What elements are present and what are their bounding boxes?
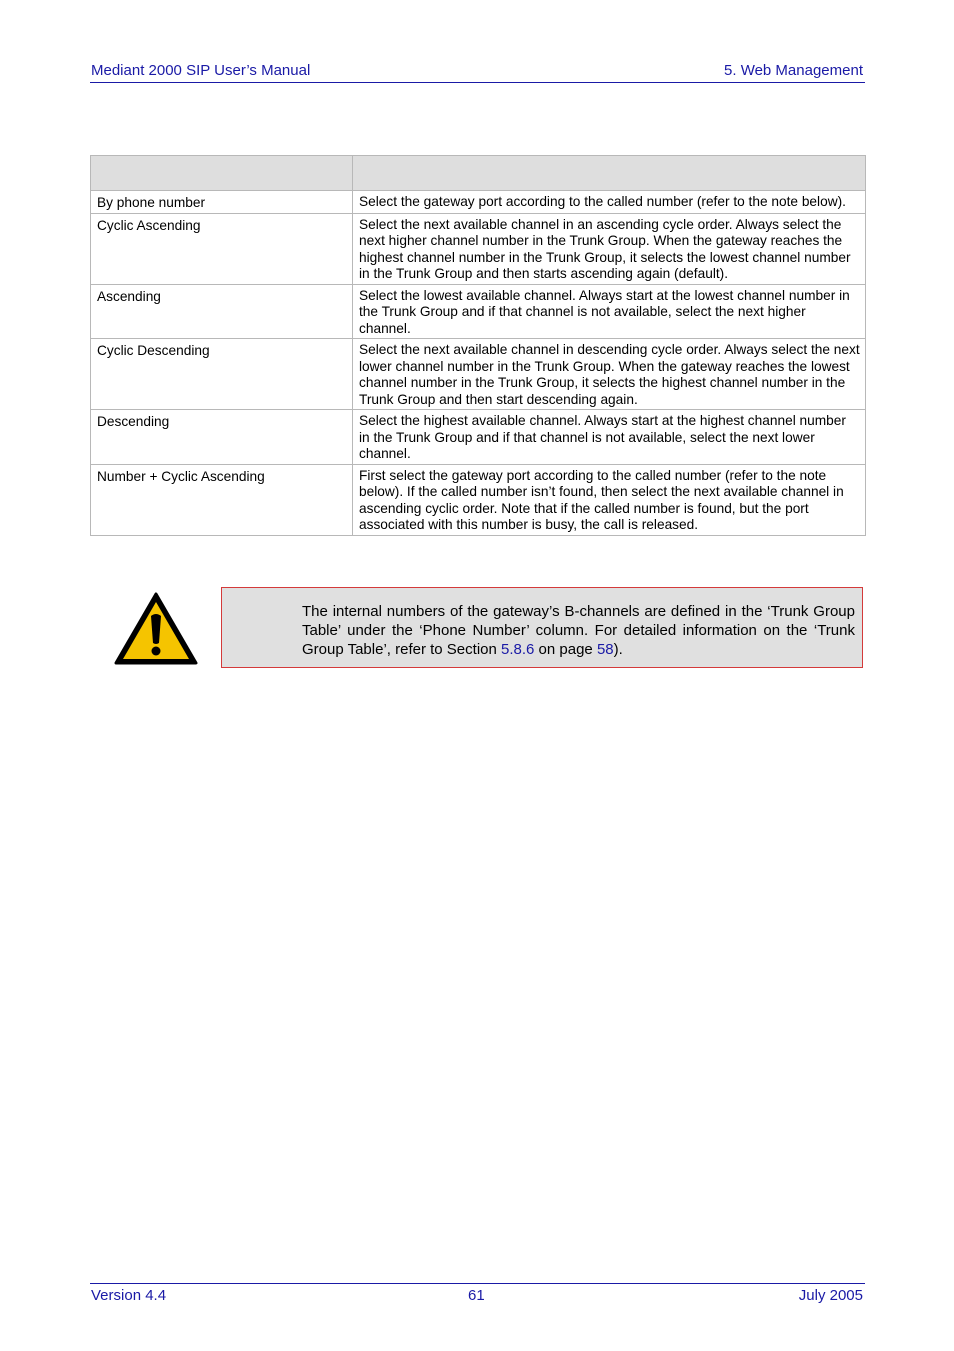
option-cell: Cyclic Ascending (91, 213, 353, 284)
table-header-cell (353, 156, 866, 191)
manual-title: Mediant 2000 SIP User’s Manual (91, 62, 311, 79)
release-date: July 2005 (798, 1287, 863, 1304)
description-cell: Select the highest available channel. Always start at the highest channel number in the Trunk Group and if that channel is not available, select the next lower channel. (353, 410, 866, 465)
section-link[interactable]: 5.8.6 (501, 641, 535, 658)
page-number: 61 (468, 1287, 485, 1304)
option-cell: Number + Cyclic Ascending (91, 464, 353, 535)
description-cell: Select the lowest available channel. Always start at the lowest channel number in the Trunk Group and if that channel is not available, select the next higher channel. (353, 284, 866, 339)
table-header-cell (91, 156, 353, 191)
option-cell: Descending (91, 410, 353, 465)
table-row (91, 410, 866, 465)
note-text-part: on page (534, 641, 597, 658)
chapter-title: 5. Web Management (724, 62, 863, 79)
description-cell: First select the gateway port according to the called number (refer to the note below). If the called number isn’t found, then select the next available channel in ascending cyclic order. Note that if the called number is found, but the port associated with this number is busy, the call is released. (353, 464, 866, 535)
description-cell: Select the next available channel in an ascending cycle order. Always select the next higher channel number in the Trunk Group. When the gateway reaches the highest channel number in the Trunk Group, it selects the lowest channel number in the Trunk Group and then starts ascending again (default). (353, 213, 866, 284)
note-text (302, 602, 855, 659)
table-header-row (91, 156, 866, 191)
table-row (91, 191, 866, 214)
page-footer (90, 1283, 865, 1306)
channel-select-mode-table (90, 155, 866, 536)
option-cell: Ascending (91, 284, 353, 339)
table-row (91, 213, 866, 284)
description-cell: Select the gateway port according to the called number (refer to the note below). (353, 191, 866, 214)
table-row (91, 339, 866, 410)
option-cell: By phone number (91, 191, 353, 214)
option-cell: Cyclic Descending (91, 339, 353, 410)
version-label: Version 4.4 (91, 1287, 167, 1304)
page-header (90, 61, 865, 83)
note-text-part: ). (613, 641, 623, 658)
description-cell: Select the next available channel in descending cycle order. Always select the next lower channel number in the Trunk Group. When the gateway reaches the lowest channel number in the Trunk Group, it selects the highest channel number in the Trunk Group and then start descending again. (353, 339, 866, 410)
table-row (91, 464, 866, 535)
warning-icon (113, 591, 199, 666)
note-box (221, 587, 863, 668)
page-link[interactable]: 58 (596, 641, 614, 658)
note-text-part: The internal numbers of the gateway’s B-channels are defined in the ‘Trunk Group Table’ under the ‘Phone Number’ column. For detailed information on the ‘Trunk Group Table’, refer to Section (302, 603, 855, 658)
table-row (91, 284, 866, 339)
